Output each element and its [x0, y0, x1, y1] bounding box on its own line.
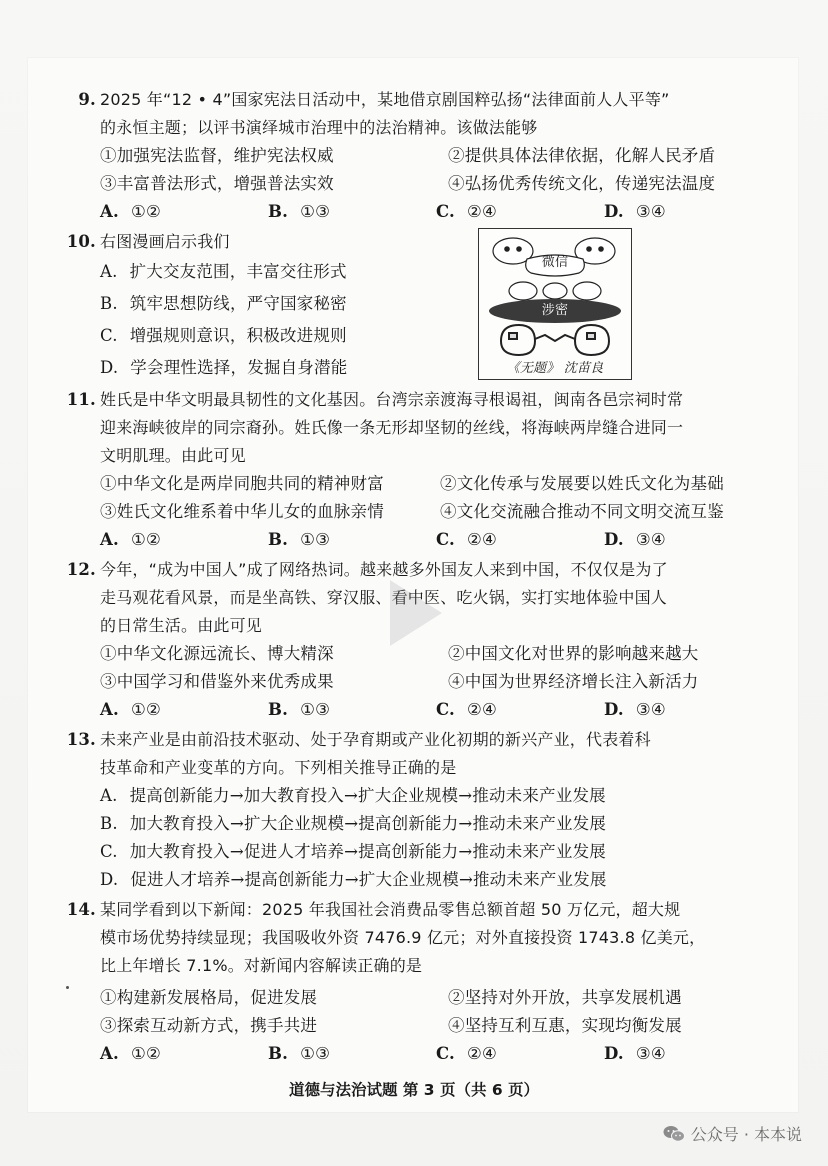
- answer-choice-d: [604, 198, 772, 226]
- answer-choice-b: [100, 288, 772, 320]
- answer-choice-a: [100, 696, 268, 724]
- statement-options: [52, 984, 772, 1040]
- statement-option: ①中华文化源远流长、博大精深: [100, 644, 334, 663]
- choice-letter: B.: [268, 202, 289, 221]
- statement-option: ③探索互动新方式，携手共进: [100, 1016, 318, 1035]
- choice-text: 提高创新能力→加大教育投入→扩大企业规模→推动未来产业发展: [129, 786, 606, 805]
- answer-choice-d: [604, 696, 772, 724]
- statement-option: ②文化传承与发展要以姓氏文化为基础: [440, 474, 724, 493]
- choice-text: 增强规则意识，积极改进规则: [129, 326, 347, 345]
- choice-letter: C.: [436, 202, 455, 221]
- question-number: 14.: [66, 900, 96, 919]
- answer-choices: [52, 782, 772, 894]
- stem-line: 文明肌理。由此可见: [100, 446, 246, 465]
- choice-text: ③④: [635, 1044, 666, 1063]
- answer-choice-b: [268, 526, 436, 554]
- question-number: 10.: [66, 232, 96, 251]
- stem-line: 未来产业是由前沿技术驱动、处于孕育期或产业化初期的新兴产业，代表着科: [100, 730, 651, 749]
- question-9: [52, 86, 772, 226]
- wechat-icon: [663, 1125, 685, 1143]
- statement-option: ①中华文化是两岸同胞共同的精神财富: [100, 474, 384, 493]
- choice-text: ②④: [467, 202, 497, 221]
- handcuffs-icon: [501, 325, 609, 355]
- statement-option: ②坚持对外开放，共享发展机遇: [448, 988, 682, 1007]
- question-number: 12.: [66, 560, 96, 579]
- statement-options: [52, 470, 772, 526]
- statement-option: ②中国文化对世界的影响越来越大: [448, 644, 699, 663]
- choice-letter: D.: [100, 870, 119, 889]
- choice-letter: B.: [268, 530, 289, 549]
- choice-letter: A.: [100, 202, 119, 221]
- answer-choice-a: [100, 526, 268, 554]
- cartoon-label-secret: 涉密: [541, 303, 569, 318]
- choice-text: 加大教育投入→扩大企业规模→提高创新能力→推动未来产业发展: [129, 814, 607, 833]
- choice-letter: D.: [604, 202, 624, 221]
- choice-letter: C.: [436, 530, 455, 549]
- statement-option: ①加强宪法监督，维护宪法权威: [100, 146, 334, 165]
- choice-letter: C.: [436, 1044, 455, 1063]
- stem-line: 某同学看到以下新闻：2025 年我国社会消费品零售总额首超 50 万亿元，超大规: [100, 900, 681, 919]
- choice-letter: A.: [100, 262, 118, 281]
- choice-letter: C.: [100, 842, 118, 861]
- answer-choice-c: [436, 1040, 604, 1068]
- choice-text: 筑牢思想防线，严守国家秘密: [129, 294, 347, 313]
- stray-mark: [66, 986, 69, 989]
- choice-letter: A.: [100, 1044, 119, 1063]
- choice-text: ②④: [467, 700, 497, 719]
- cartoon-figure: [478, 228, 632, 380]
- choice-letter: A.: [100, 786, 118, 805]
- question-11: [52, 386, 772, 554]
- stem-line: 迎来海峡彼岸的同宗裔孙。姓氏像一条无形却坚韧的丝线，将海峡两岸缝合进同一: [100, 418, 684, 437]
- question-stem: [52, 896, 772, 980]
- stem-line: 技革命和产业变革的方向。下列相关推导正确的是: [100, 758, 457, 777]
- choice-letter: B.: [100, 814, 118, 833]
- statement-options: [52, 142, 772, 198]
- stem-line: 模市场优势持续显现；我国吸收外资 7476.9 亿元；对外直接投资 1743.8 亿美元，: [100, 928, 706, 947]
- choice-text: ②④: [467, 530, 497, 549]
- choice-text: ①③: [300, 1044, 331, 1063]
- answer-choice-b: [268, 1040, 436, 1068]
- question-stem: [52, 726, 772, 782]
- choice-text: ①②: [130, 530, 161, 549]
- answer-choice-d: [604, 526, 772, 554]
- question-number: 13.: [66, 730, 96, 749]
- stem-line: 右图漫画启示我们: [100, 232, 230, 251]
- choice-text: 学会理性选择，发掘自身潜能: [130, 358, 348, 377]
- choice-letter: B.: [268, 1044, 289, 1063]
- stem-line: 的日常生活。由此可见: [100, 616, 263, 635]
- choice-text: 扩大交友范围，丰富交往形式: [129, 262, 347, 281]
- choice-letter: B.: [268, 700, 289, 719]
- brand-text: 公众号 · 本本说: [690, 1125, 802, 1144]
- answer-choice-c: [100, 838, 772, 866]
- play-icon: [368, 568, 458, 658]
- answer-choice-d: [100, 352, 772, 384]
- statement-option: ④文化交流融合推动不同文明交流互鉴: [440, 502, 724, 521]
- question-stem: [52, 228, 772, 256]
- stem-line: 比上年增长 7.1%。对新闻内容解读正确的是: [100, 956, 423, 975]
- choice-text: 加大教育投入→促进人才培养→提高创新能力→推动未来产业发展: [129, 842, 606, 861]
- answer-choice-d: [604, 1040, 772, 1068]
- answer-choices: [52, 256, 772, 384]
- answer-choice-b: [100, 810, 772, 838]
- choice-text: ①③: [300, 202, 331, 221]
- stem-line: 2025 年“12 • 4”国家宪法日活动中，某地借京剧国粹弘扬“法律面前人人平等”: [100, 90, 670, 109]
- brand-watermark: [663, 1122, 802, 1145]
- choice-text: ①③: [300, 700, 331, 719]
- choice-text: ①②: [130, 1044, 161, 1063]
- choice-letter: C.: [100, 326, 118, 345]
- choice-letter: B.: [100, 294, 118, 313]
- choice-text: ①②: [130, 202, 161, 221]
- choice-text: ①③: [300, 530, 331, 549]
- answer-choice-c: [100, 320, 772, 352]
- choice-letter: D.: [604, 530, 624, 549]
- choice-letter: A.: [100, 530, 119, 549]
- answer-choice-b: [268, 696, 436, 724]
- choice-text: ①②: [130, 700, 161, 719]
- question-number: 11.: [66, 390, 96, 409]
- question-10: [52, 228, 772, 384]
- answer-choice-c: [436, 198, 604, 226]
- answer-choice-b: [268, 198, 436, 226]
- answer-choices: [52, 1040, 772, 1068]
- question-14: [52, 896, 772, 1068]
- question-number: 9.: [78, 90, 96, 109]
- statement-option: ③丰富普法形式，增强普法实效: [100, 174, 334, 193]
- answer-choice-a: [100, 256, 772, 288]
- answer-choice-a: [100, 198, 268, 226]
- answer-choice-a: [100, 782, 772, 810]
- choice-letter: C.: [436, 700, 455, 719]
- cartoon-faces-middle: [509, 282, 601, 300]
- stem-line: 今年，“成为中国人”成了网络热词。越来越多外国友人来到中国，不仅仅是为了: [100, 560, 668, 579]
- answer-choice-d: [100, 866, 772, 894]
- choice-letter: D.: [604, 700, 624, 719]
- answer-choices: [52, 526, 772, 554]
- answer-choices: [52, 198, 772, 226]
- page-footer: 道德与法治试题 第 3 页（共 6 页）: [288, 1081, 540, 1099]
- choice-text: ③④: [635, 700, 666, 719]
- statement-option: ③中国学习和借鉴外来优秀成果: [100, 672, 334, 691]
- statement-option: ④坚持互利互惠，实现均衡发展: [448, 1016, 682, 1035]
- choice-letter: D.: [604, 1044, 624, 1063]
- statement-option: ③姓氏文化维系着中华儿女的血脉亲情: [100, 502, 384, 521]
- cartoon-label-wechat: 微信: [541, 255, 569, 270]
- stem-line: 走马观花看风景，而是坐高铁、穿汉服、看中医、吃火锅，实打实地体验中国人: [100, 588, 668, 607]
- question-stem: [52, 386, 772, 470]
- choice-letter: D.: [100, 358, 119, 377]
- cartoon-caption: 《无题》 沈苗良: [506, 361, 604, 376]
- answer-choices: [52, 696, 772, 724]
- answer-choice-c: [436, 526, 604, 554]
- statement-option: ④中国为世界经济增长注入新活力: [448, 672, 699, 691]
- choice-text: ③④: [635, 530, 666, 549]
- statement-option: ②提供具体法律依据，化解人民矛盾: [448, 146, 716, 165]
- answer-choice-a: [100, 1040, 268, 1068]
- answer-choice-c: [436, 696, 604, 724]
- question-stem: [52, 86, 772, 142]
- choice-text: ③④: [635, 202, 666, 221]
- statement-option: ①构建新发展格局，促进发展: [100, 988, 318, 1007]
- choice-letter: A.: [100, 700, 119, 719]
- choice-text: 促进人才培养→提高创新能力→扩大企业规模→推动未来产业发展: [130, 870, 607, 889]
- question-13: [52, 726, 772, 894]
- stem-line: 姓氏是中华文明最具韧性的文化基因。台湾宗亲渡海寻根谒祖，闽南各邑宗祠时常: [100, 390, 684, 409]
- statement-option: ④弘扬优秀传统文化，传递宪法温度: [448, 174, 716, 193]
- choice-text: ②④: [467, 1044, 497, 1063]
- stem-line: 的永恒主题；以评书演绎城市治理中的法治精神。该做法能够: [100, 118, 538, 137]
